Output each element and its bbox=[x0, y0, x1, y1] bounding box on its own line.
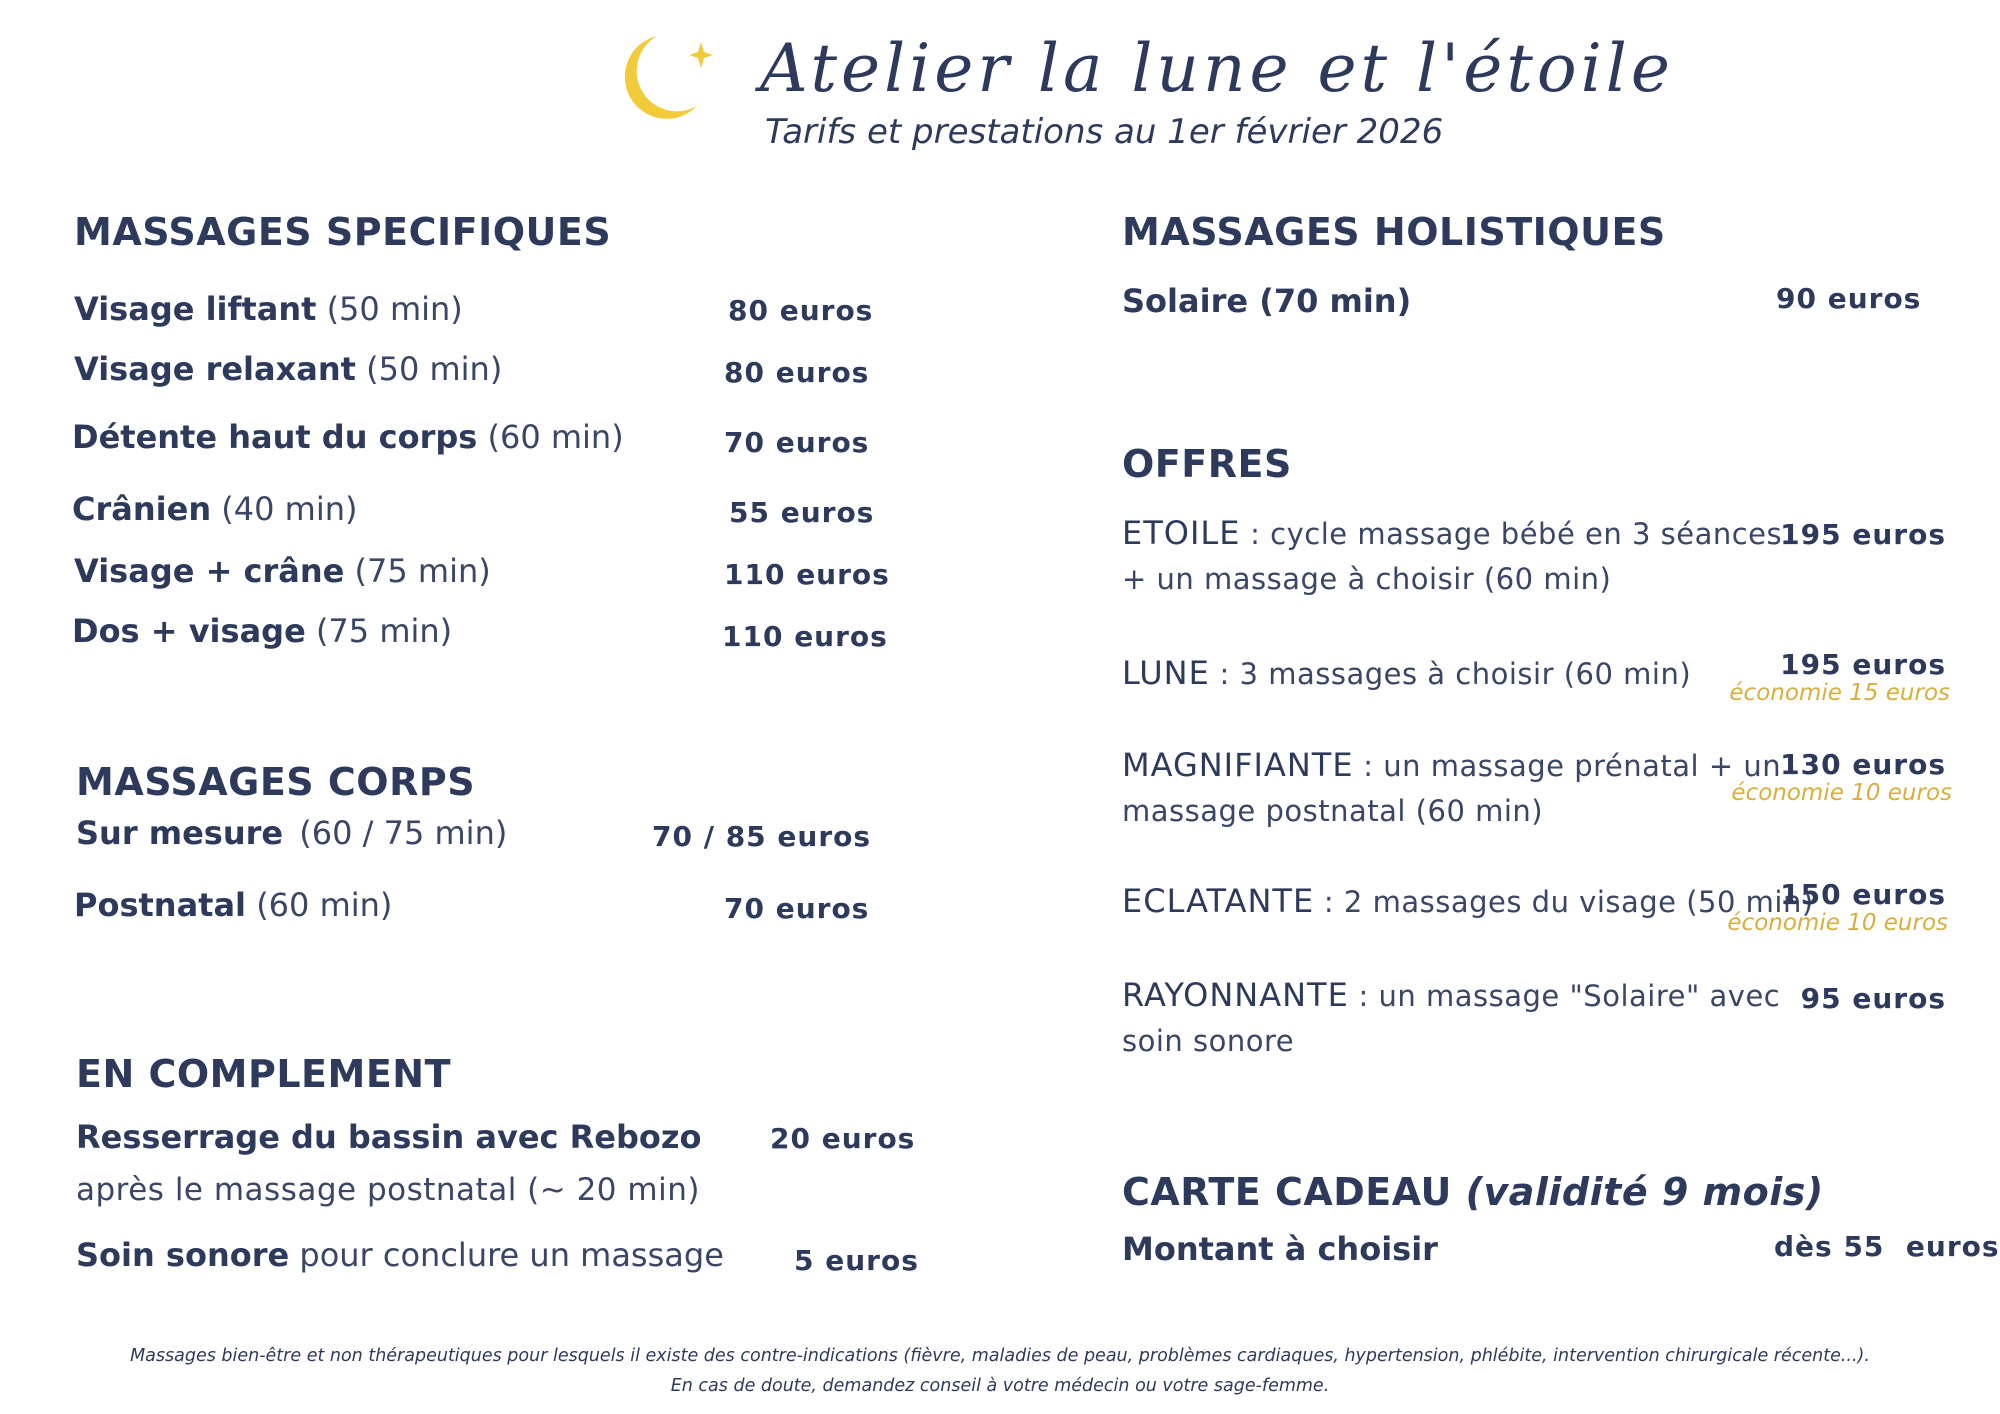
offer-price: 195 euros bbox=[1780, 648, 1946, 681]
offer-name: RAYONNANTE bbox=[1122, 976, 1349, 1014]
offer-name: ETOILE bbox=[1122, 514, 1241, 552]
offer-price: 150 euros bbox=[1780, 878, 1946, 911]
offer-line2: massage postnatal (60 min) bbox=[1122, 794, 1544, 828]
item-price: 110 euros bbox=[722, 620, 888, 653]
item-name: Postnatal bbox=[74, 886, 247, 924]
offer-line2: + un massage à choisir (60 min) bbox=[1122, 562, 1612, 596]
offer-line1: un massage prénatal + un bbox=[1383, 749, 1782, 783]
offer-line2: soin sonore bbox=[1122, 1024, 1295, 1058]
offer-name: MAGNIFIANTE bbox=[1122, 746, 1354, 784]
list-item bbox=[74, 886, 392, 924]
section-title-offres: OFFRES bbox=[1122, 442, 1292, 486]
cadeau-price: dès 55 euros bbox=[1774, 1230, 2000, 1263]
offer-separator: : bbox=[1240, 517, 1271, 551]
list-item bbox=[1122, 282, 1411, 320]
offer-price: 95 euros bbox=[1800, 982, 1946, 1015]
item-name: Crânien bbox=[72, 490, 212, 528]
list-item bbox=[74, 350, 502, 388]
offer-name: LUNE bbox=[1122, 654, 1210, 692]
item-duration: (50 min) bbox=[366, 350, 503, 388]
list-item bbox=[76, 1118, 701, 1156]
item-price: 70 euros bbox=[724, 426, 870, 459]
item-price: 80 euros bbox=[724, 356, 870, 389]
offer-separator: : bbox=[1353, 749, 1384, 783]
offer-rayonnante bbox=[1122, 976, 1780, 1014]
item-duration: (75 min) bbox=[354, 552, 491, 590]
item-price: 70 / 85 euros bbox=[652, 820, 872, 853]
cadeau-label-text: Montant à choisir bbox=[1122, 1230, 1438, 1268]
list-item bbox=[72, 418, 624, 456]
item-price: 110 euros bbox=[724, 558, 890, 591]
moon-star-logo bbox=[605, 28, 715, 128]
item-name: Resserrage du bassin avec Rebozo bbox=[76, 1118, 702, 1156]
item-name: Détente haut du corps bbox=[72, 418, 478, 456]
cadeau-title: CARTE CADEAU bbox=[1122, 1170, 1452, 1214]
offer-magnifiante bbox=[1122, 746, 1781, 784]
footer-disclaimer: Massages bien-être et non thérapeutiques pour lesquels il existe des contre-indications (fièvre, maladies de peau, problèmes cardiaques, hypertension, phlébite, intervention chirurgicale récente...). bbox=[130, 1346, 1870, 1366]
cadeau-validity: (validité 9 mois) bbox=[1465, 1170, 1824, 1214]
list-item bbox=[76, 1236, 724, 1274]
item-detail: après le massage postnatal (~ 20 min) bbox=[76, 1172, 700, 1208]
cadeau-label bbox=[1122, 1230, 1438, 1268]
section-title-specifiques: MASSAGES SPECIFIQUES bbox=[74, 210, 612, 254]
list-item bbox=[72, 612, 452, 650]
offer-line1: 3 massages à choisir (60 min) bbox=[1239, 657, 1692, 691]
section-title-complement: EN COMPLEMENT bbox=[76, 1052, 452, 1096]
offer-separator: : bbox=[1348, 979, 1379, 1013]
item-duration: (60 min) bbox=[256, 886, 393, 924]
offer-lune bbox=[1122, 654, 1691, 692]
offer-saving: économie 10 euros bbox=[1731, 780, 1952, 806]
page-subtitle: Tarifs et prestations au 1er février 2026 bbox=[765, 112, 1444, 152]
section-title-cadeau bbox=[1122, 1170, 1824, 1214]
list-item bbox=[74, 290, 463, 328]
offer-name: ECLATANTE bbox=[1122, 882, 1315, 920]
item-duration: (50 min) bbox=[326, 290, 463, 328]
offer-saving: économie 15 euros bbox=[1729, 680, 1950, 706]
item-duration: (60 min) bbox=[487, 418, 624, 456]
list-item bbox=[76, 814, 507, 852]
item-name: Dos + visage bbox=[72, 612, 306, 650]
item-duration: (40 min) bbox=[221, 490, 358, 528]
offer-saving: économie 10 euros bbox=[1727, 910, 1948, 936]
offer-line1: cycle massage bébé en 3 séances bbox=[1270, 517, 1783, 551]
item-price: 90 euros bbox=[1776, 282, 1922, 315]
item-name: Visage liftant bbox=[74, 290, 317, 328]
item-name: Visage + crâne bbox=[74, 552, 345, 590]
offer-line1: 2 massages du visage (50 min) bbox=[1343, 885, 1814, 919]
item-price: 20 euros bbox=[770, 1122, 916, 1155]
offer-price: 130 euros bbox=[1780, 748, 1946, 781]
item-name: Soin sonore bbox=[76, 1236, 290, 1274]
offer-etoile bbox=[1122, 514, 1782, 552]
footer-advice: En cas de doute, demandez conseil à votre médecin ou votre sage-femme. bbox=[670, 1376, 1330, 1396]
offer-price: 195 euros bbox=[1780, 518, 1946, 551]
section-title-holistiques: MASSAGES HOLISTIQUES bbox=[1122, 210, 1666, 254]
item-price: 70 euros bbox=[724, 892, 870, 925]
section-title-corps: MASSAGES CORPS bbox=[76, 760, 476, 804]
item-price: 80 euros bbox=[728, 294, 874, 327]
item-name: Visage relaxant bbox=[74, 350, 356, 388]
offer-separator: : bbox=[1314, 885, 1344, 919]
brand-title: Atelier la lune et l'étoile bbox=[760, 30, 1674, 107]
item-price: 5 euros bbox=[794, 1244, 919, 1277]
item-detail: pour conclure un massage bbox=[299, 1236, 724, 1274]
list-item bbox=[72, 490, 357, 528]
list-item bbox=[74, 552, 491, 590]
offer-line1: un massage "Solaire" avec bbox=[1378, 979, 1781, 1013]
item-name: Sur mesure bbox=[76, 814, 284, 852]
item-name: Solaire (70 min) bbox=[1122, 282, 1412, 320]
item-price: 55 euros bbox=[729, 496, 875, 529]
item-duration: (75 min) bbox=[315, 612, 453, 650]
item-duration: (60 / 75 min) bbox=[299, 814, 508, 852]
offer-separator: : bbox=[1209, 657, 1240, 691]
